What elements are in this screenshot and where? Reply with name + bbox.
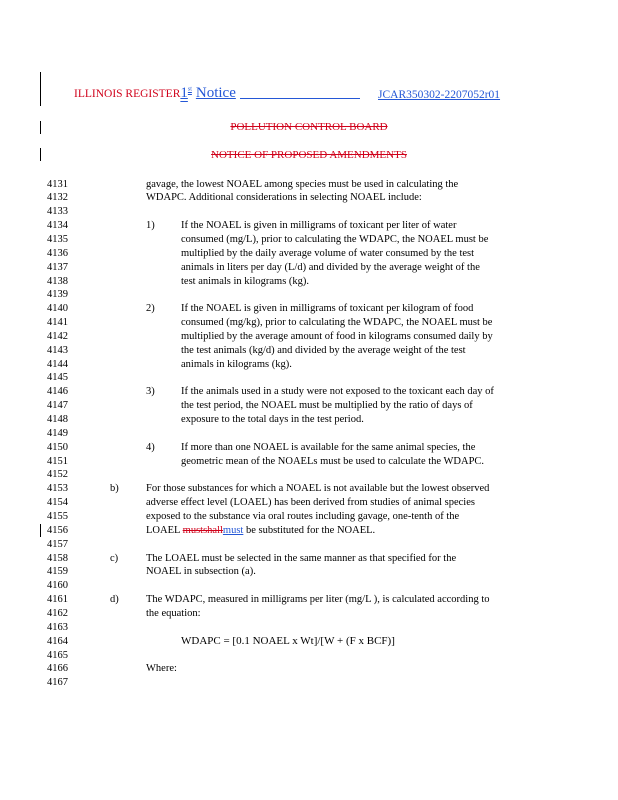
body-line: the test period, the NOAEL must be multiplied by the ratio of days of	[181, 400, 473, 411]
line-number: 4157	[47, 539, 68, 550]
line-number: 4132	[47, 192, 68, 203]
where-label: Where:	[146, 663, 177, 674]
line-number: 4131	[47, 179, 68, 190]
line-number: 4165	[47, 650, 68, 661]
line-number: 4163	[47, 622, 68, 633]
item-label: 3)	[146, 386, 155, 397]
line-number: 4164	[47, 636, 68, 647]
body-line: If the NOAEL is given in milligrams of toxicant per kilogram of food	[181, 303, 474, 314]
body-line: The LOAEL must be selected in the same manner as that specified for the	[146, 553, 457, 564]
line-number: 4146	[47, 386, 68, 397]
body-line: If the NOAEL is given in milligrams of toxicant per liter of water	[181, 220, 457, 231]
body-line: animals in liters per day (L/d) and divided by the average weight of the	[181, 262, 480, 273]
item-label: 2)	[146, 303, 155, 314]
item-label: 1)	[146, 220, 155, 231]
body-line: adverse effect level (LOAEL) has been derived from studies of animal species	[146, 497, 475, 508]
line-number: 4135	[47, 234, 68, 245]
change-bar	[40, 524, 41, 537]
body-line-revised: LOAEL mustshallmust be substituted for the NOAEL.	[146, 525, 376, 536]
line-number: 4143	[47, 345, 68, 356]
body-line: consumed (mg/kg), prior to calculating the WDAPC, the NOAEL must be	[181, 317, 493, 328]
line-number: 4141	[47, 317, 68, 328]
line-number: 4152	[47, 469, 68, 480]
line-number: 4136	[47, 248, 68, 259]
page-header	[74, 84, 360, 102]
body-line: multiplied by the daily average volume of water consumed by the test	[181, 248, 475, 259]
body-line: exposure to the total days in the test period.	[181, 414, 364, 425]
change-bar	[40, 72, 41, 106]
body-line: NOAEL in subsection (a).	[146, 566, 256, 577]
line-number: 4154	[47, 497, 68, 508]
subsection-label: d)	[110, 594, 119, 605]
body-line: multiplied by the average amount of food in kilograms consumed daily by	[181, 331, 493, 342]
inserted-text: must	[222, 525, 244, 536]
equation: WDAPC = [0.1 NOAEL x Wt]/[W + (F x BCF)]	[181, 635, 395, 647]
body-line: If the animals used in a study were not exposed to the toxicant each day of	[181, 386, 494, 397]
body-line: animals in kilograms (kg).	[181, 359, 292, 370]
notice-title: NOTICE OF PROPOSED AMENDMENTS	[211, 149, 407, 161]
notice-label: 1st Notice	[180, 84, 360, 102]
line-number: 4159	[47, 566, 68, 577]
register-title: ILLINOIS REGISTER	[74, 88, 181, 100]
line-number: 4138	[47, 276, 68, 287]
line-number: 4155	[47, 511, 68, 522]
line-number: 4149	[47, 428, 68, 439]
body-line: The WDAPC, measured in milligrams per liter (mg/L ), is calculated according to	[146, 594, 490, 605]
body-line: the equation:	[146, 608, 201, 619]
line-number: 4153	[47, 483, 68, 494]
line-number: 4161	[47, 594, 68, 605]
line-number: 4158	[47, 553, 68, 564]
line-number: 4140	[47, 303, 68, 314]
header-rule	[240, 98, 360, 99]
line-number: 4134	[47, 220, 68, 231]
body-line: gavage, the lowest NOAEL among species must be used in calculating the	[146, 179, 459, 190]
line-number: 4139	[47, 289, 68, 300]
line-number: 4133	[47, 206, 68, 217]
deleted-text: mustshall	[182, 525, 223, 536]
line-number: 4150	[47, 442, 68, 453]
line-number: 4162	[47, 608, 68, 619]
line-number: 4167	[47, 677, 68, 688]
line-number: 4144	[47, 359, 68, 370]
line-number: 4151	[47, 456, 68, 467]
body-line: consumed (mg/L), prior to calculating the WDAPC, the NOAEL must be	[181, 234, 489, 245]
body-line: WDAPC. Additional considerations in selecting NOAEL include:	[146, 192, 422, 203]
line-number: 4148	[47, 414, 68, 425]
line-number: 4156	[47, 525, 68, 536]
item-label: 4)	[146, 442, 155, 453]
body-line: exposed to the substance via oral routes including gavage, one-tenth of the	[146, 511, 460, 522]
subsection-label: b)	[110, 483, 119, 494]
body-line: geometric mean of the NOAELs must be used to calculate the WDAPC.	[181, 456, 485, 467]
board-title: POLLUTION CONTROL BOARD	[230, 121, 388, 133]
body-line: For those substances for which a NOAEL is not available but the lowest observed	[146, 483, 490, 494]
line-number: 4137	[47, 262, 68, 273]
line-number: 4160	[47, 580, 68, 591]
body-line: test animals in kilograms (kg).	[181, 276, 310, 287]
jcar-code: JCAR350302-2207052r01	[378, 89, 501, 101]
subsection-label: c)	[110, 553, 119, 564]
line-number: 4166	[47, 663, 68, 674]
line-number: 4142	[47, 331, 68, 342]
line-number: 4145	[47, 372, 68, 383]
body-line: If more than one NOAEL is available for the same animal species, the	[181, 442, 476, 453]
body-line: the test animals (kg/d) and divided by the average weight of the test	[181, 345, 466, 356]
line-number: 4147	[47, 400, 68, 411]
